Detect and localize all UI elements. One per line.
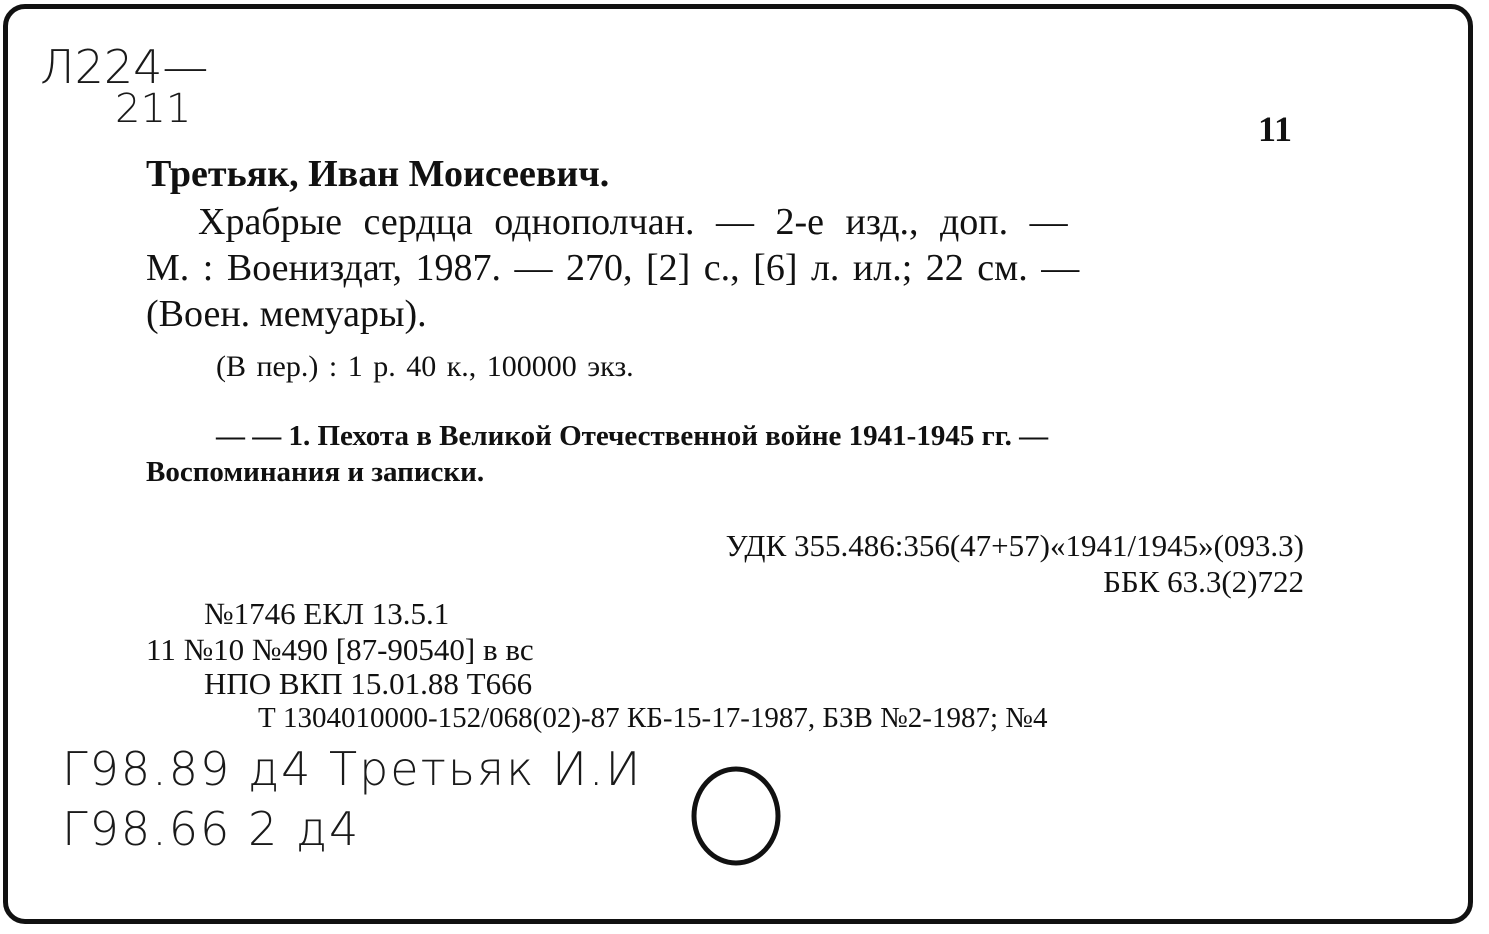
- code-line-4: Т 1304010000-152/068(02)-87 КБ-15-17-1987, БЗВ №2-1987; №4: [258, 702, 1048, 734]
- code-line-3: НПО ВКП 15.01.88 Т666: [204, 666, 533, 701]
- bbk-code: ББК 63.3(2)722: [1103, 564, 1304, 599]
- author-heading: Третьяк, Иван Моисеевич.: [146, 153, 610, 195]
- handwritten-call-number-line2: 211: [115, 86, 192, 132]
- udk-code: УДК 355.486:356(47+57)«1941/1945»(093.3): [725, 528, 1304, 563]
- handwritten-note-1: Г98.89 д4 Третьяк И.И: [62, 742, 643, 796]
- code-line-1: №1746 ЕКЛ 13.5.1: [204, 596, 450, 631]
- handwritten-call-number-line1: Л224—: [40, 40, 209, 94]
- handwritten-note-2: Г98.66 2 д4: [62, 802, 361, 856]
- price-line: (В пер.) : 1 р. 40 к., 100000 экз.: [216, 350, 634, 383]
- subject-line-2: Воспоминания и записки.: [146, 456, 485, 488]
- title-line-1: Храбрые сердца однополчан. — 2-е изд., доп. —: [198, 201, 1068, 243]
- hand-drawn-circle-icon: [688, 760, 788, 870]
- title-line-3: (Воен. мемуары).: [146, 293, 427, 335]
- subject-line-1: — — 1. Пехота в Великой Отечественной войне 1941-1945 гг. —: [216, 420, 1049, 452]
- code-line-2: 11 №10 №490 [87-90540] в вс: [146, 632, 534, 667]
- page-number: 11: [1258, 109, 1293, 149]
- title-line-2: М. : Воениздат, 1987. — 270, [2] с., [6] л. ил.; 22 см. —: [146, 247, 1080, 289]
